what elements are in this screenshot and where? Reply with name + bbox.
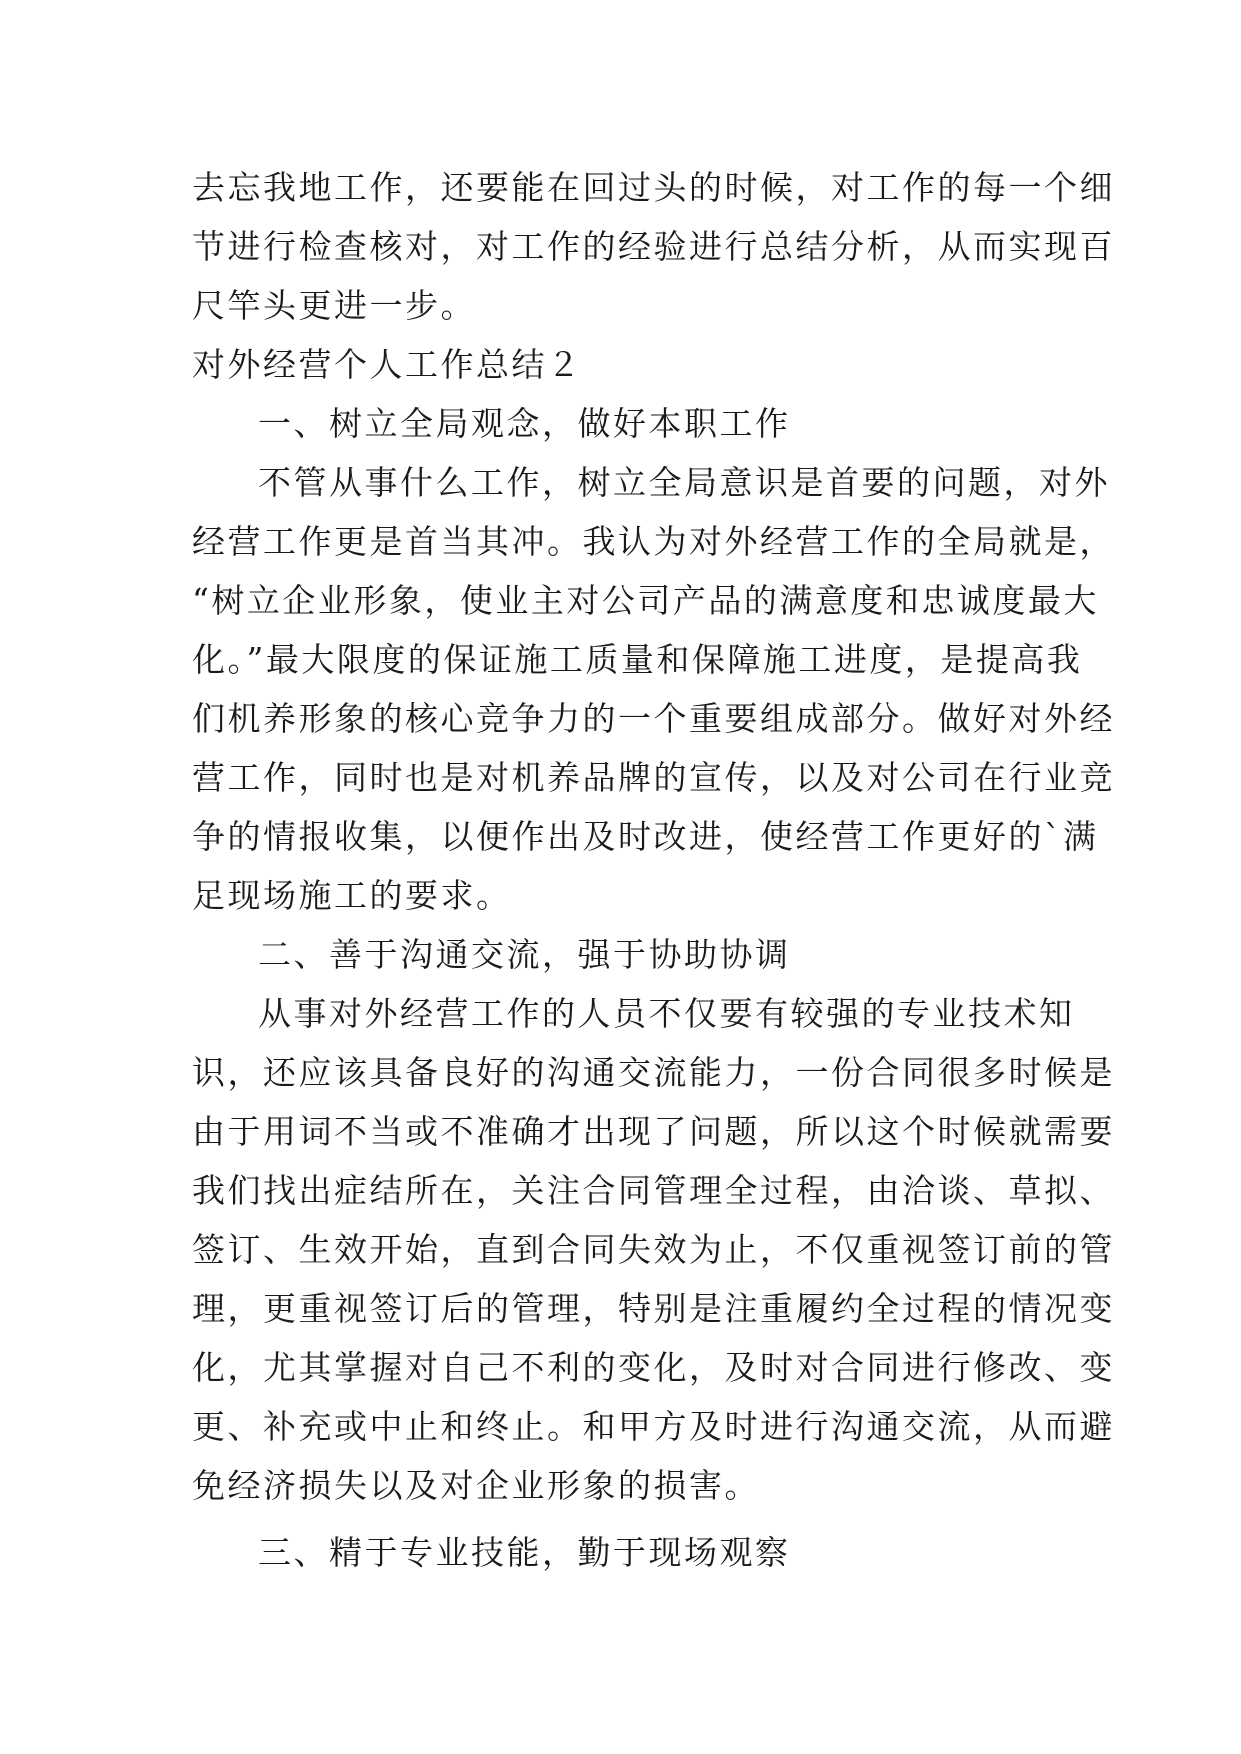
document-title: 对外经营个人工作总结２ bbox=[192, 345, 583, 384]
paragraph-line: “树立企业形象，使业主对公司产品的满意度和忠诚度最大 bbox=[192, 581, 1099, 620]
section-heading: 三、精于专业技能，勤于现场观察 bbox=[258, 1533, 791, 1572]
paragraph-line: 争的情报收集，以便作出及时改进，使经营工作更好的`满 bbox=[192, 817, 1099, 856]
paragraph-line: 不管从事什么工作，树立全局意识是首要的问题，对外 bbox=[258, 463, 1110, 502]
paragraph-line: 足现场施工的要求。 bbox=[192, 876, 512, 915]
section-heading: 二、善于沟通交流，强于协助协调 bbox=[258, 935, 791, 974]
paragraph-line: 化，尤其掌握对自己不利的变化，及时对合同进行修改、变 bbox=[192, 1348, 1115, 1387]
paragraph-line: 营工作，同时也是对机养品牌的宣传，以及对公司在行业竞 bbox=[192, 758, 1115, 797]
paragraph-line: 们机养形象的核心竞争力的一个重要组成部分。做好对外经 bbox=[192, 699, 1115, 738]
paragraph-line: 去忘我地工作，还要能在回过头的时候，对工作的每一个细 bbox=[192, 168, 1115, 207]
paragraph-line: 我们找出症结所在，关注合同管理全过程，由洽谈、草拟、 bbox=[192, 1171, 1115, 1210]
paragraph-line: 经营工作更是首当其冲。我认为对外经营工作的全局就是， bbox=[192, 522, 1115, 561]
section-heading: 一、树立全局观念，做好本职工作 bbox=[258, 404, 791, 443]
paragraph-line: 签订、生效开始，直到合同失效为止，不仅重视签订前的管 bbox=[192, 1230, 1115, 1269]
paragraph-line: 化。”最大限度的保证施工质量和保障施工进度，是提高我 bbox=[192, 640, 1083, 679]
paragraph-line: 更、补充或中止和终止。和甲方及时进行沟通交流，从而避 bbox=[192, 1407, 1115, 1446]
paragraph-line: 理，更重视签订后的管理，特别是注重履约全过程的情况变 bbox=[192, 1289, 1115, 1328]
paragraph-line: 节进行检查核对，对工作的经验进行总结分析，从而实现百 bbox=[192, 227, 1115, 266]
document-body bbox=[192, 158, 1115, 1582]
paragraph-line: 由于用词不当或不准确才出现了问题，所以这个时候就需要 bbox=[192, 1112, 1115, 1151]
paragraph-line: 识，还应该具备良好的沟通交流能力，一份合同很多时候是 bbox=[192, 1053, 1115, 1092]
paragraph-line: 从事对外经营工作的人员不仅要有较强的专业技术知 bbox=[258, 994, 1075, 1033]
paragraph-line: 尺竿头更进一步。 bbox=[192, 286, 476, 325]
paragraph-line: 免经济损失以及对企业形象的损害。 bbox=[192, 1466, 760, 1505]
